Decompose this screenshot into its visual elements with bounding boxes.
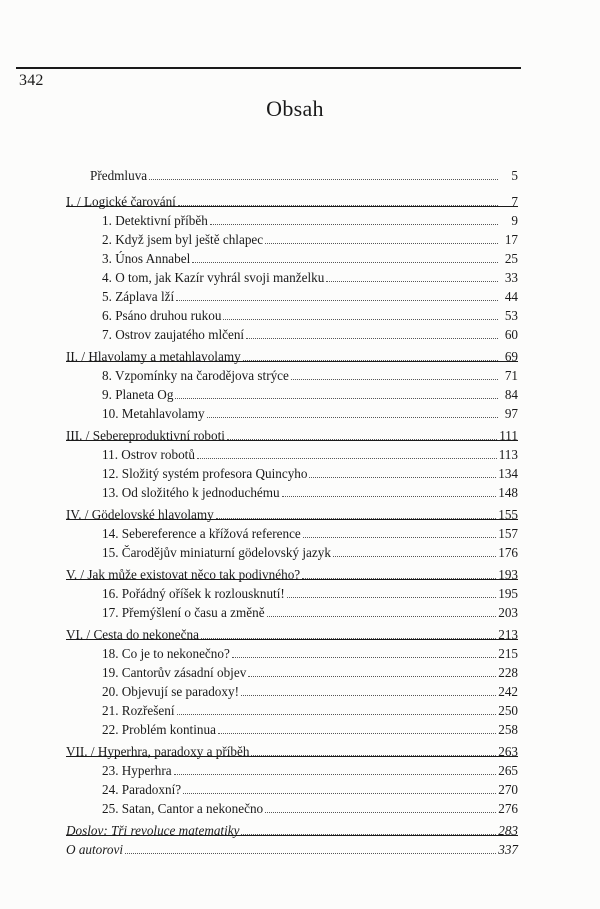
toc-entry [66,799,518,817]
toc-entry [66,230,518,248]
page-number: 342 [19,72,44,89]
toc-entry-page: 176 [498,545,518,560]
toc-entry [66,464,518,482]
toc-entry [66,663,518,681]
dot-leader [265,243,498,244]
toc-entry-title: 17. Přemýšlení o času a změně [102,605,265,620]
dot-leader [227,439,497,440]
toc-entry-title: 8. Vzpomínky na čarodějova strýce [102,368,289,383]
toc-entry [66,249,518,267]
toc-entry-title: 19. Cantorův zásadní objev [102,665,247,680]
toc-entry [66,644,518,662]
toc-entry-title: I. / Logické čarování [66,194,176,209]
dot-leader [177,714,497,715]
toc-entry [66,625,518,643]
dot-leader [282,496,497,497]
dot-leader [267,616,497,617]
dot-leader [246,338,498,339]
toc-entry [66,543,518,561]
toc-entry-title: 4. O tom, jak Kazír vyhrál svoji manželku [102,270,325,285]
dot-leader [241,834,496,835]
toc-entry-page: 148 [498,485,518,500]
dot-leader [333,556,496,557]
toc-entry [66,524,518,542]
toc-entry-page: 193 [498,567,518,582]
toc-entry-page: 250 [498,703,518,718]
toc-entry [66,192,518,210]
toc-entry [66,780,518,798]
toc-entry [66,483,518,501]
toc-entry-title: O autorovi [66,842,124,857]
dot-leader [223,319,498,320]
dot-leader [303,537,496,538]
toc-entry-page: 242 [498,684,518,699]
dot-leader [207,417,498,418]
toc-entry-title: 3. Únos Annabel [102,251,191,266]
toc-entry-page: 263 [498,744,518,759]
dot-leader [178,205,498,206]
toc-entry [66,505,518,523]
toc-entry-title: VII. / Hyperhra, paradoxy a příběh [66,744,250,759]
toc-entry-title: 7. Ostrov zaujatého mlčení [102,327,245,342]
dot-leader [232,657,496,658]
toc-entry-page: 283 [498,823,518,838]
toc-entry [66,742,518,760]
toc-entry [66,287,518,305]
dot-leader [265,812,496,813]
dot-leader [216,518,496,519]
dot-leader [326,281,498,282]
dot-leader [175,398,498,399]
toc-entry-title: Předmluva [90,168,148,183]
toc-entry-title: Doslov: Tři revoluce matematiky [66,823,240,838]
toc-entry-page: 17 [504,232,518,247]
dot-leader [201,638,496,639]
toc-entry-page: 60 [504,327,518,342]
toc-entry-page: 228 [498,665,518,680]
dot-leader [176,300,498,301]
toc-entry-page: 337 [498,842,518,857]
dot-leader [174,774,497,775]
toc-entry-page: 7 [511,194,518,209]
toc-entry-page: 203 [498,605,518,620]
toc-entry [66,761,518,779]
toc-entry [66,603,518,621]
toc-entry [66,720,518,738]
toc-entry [66,385,518,403]
toc-entry-page: 113 [498,447,518,462]
toc-entry [66,211,518,229]
dot-leader [197,458,497,459]
toc-entry [66,701,518,719]
toc-entry-title: 1. Detektivní příběh [102,213,208,228]
toc-entry-page: 9 [511,213,518,228]
top-rule [16,67,521,69]
toc-entry-title: VI. / Cesta do nekonečna [66,627,199,642]
toc-entry [66,347,518,365]
dot-leader [248,676,496,677]
dot-leader [218,733,496,734]
toc-entry-title: 18. Co je to nekonečno? [102,646,230,661]
toc-entry-page: 97 [504,406,518,421]
dot-leader [241,695,496,696]
toc-entry-title: 25. Satan, Cantor a nekonečno [102,801,264,816]
dot-leader [291,379,498,380]
toc-entry [66,325,518,343]
toc-entry [66,268,518,286]
toc-entry [66,840,518,858]
toc-entry-page: 33 [504,270,518,285]
toc-entry-page: 69 [504,349,518,364]
toc-entry-title: III. / Sebereproduktivní roboti [66,428,225,443]
toc-entry-title: 10. Metahlavolamy [102,406,205,421]
page-title: Obsah [266,96,324,121]
toc-entry-title: 5. Záplava lží [102,289,175,304]
dot-leader [243,360,498,361]
toc-entry-title: 24. Paradoxní? [102,782,182,797]
toc-entry-page: 111 [499,428,518,443]
toc-entry-title: IV. / Gödelovské hlavolamy [66,507,214,522]
toc-entry-page: 157 [498,526,518,541]
toc-entry-title: 12. Složitý systém profesora Quincyho [102,466,308,481]
dot-leader [192,262,498,263]
dot-leader [302,578,496,579]
toc-entry-page: 44 [504,289,518,304]
toc-entry-title: II. / Hlavolamy a metahlavolamy [66,349,241,364]
toc-entry-page: 265 [498,763,518,778]
toc-entry [66,682,518,700]
toc-entry-page: 270 [498,782,518,797]
toc-entry-page: 155 [498,507,518,522]
toc-entry-title: V. / Jak může existovat něco tak podivného? [66,567,301,582]
dot-leader [125,853,496,854]
toc-entry-page: 215 [498,646,518,661]
toc-entry-title: 9. Planeta Og [102,387,174,402]
toc-entry-title: 6. Psáno druhou rukou [102,308,222,323]
toc-entry-title: 22. Problém kontinua [102,722,216,737]
toc-entry [66,366,518,384]
toc-entry [66,404,518,422]
dot-leader [210,224,498,225]
toc-entry-title: 2. Když jsem byl ještě chlapec [102,232,264,247]
toc-entry-title: 21. Rozřešení [102,703,175,718]
toc-entry-title: 20. Objevují se paradoxy! [102,684,239,699]
toc-entry-page: 258 [498,722,518,737]
toc-entry-page: 213 [498,627,518,642]
dot-leader [309,477,496,478]
toc-entry [66,426,518,444]
dot-leader [149,179,498,180]
toc-entry [66,584,518,602]
toc-entry [66,565,518,583]
toc-entry-page: 25 [504,251,518,266]
toc-entry-title: 16. Pořádný oříšek k rozlousknutí! [102,586,285,601]
dot-leader [287,597,496,598]
dot-leader [251,755,496,756]
toc-entry [66,445,518,463]
toc-entry-page: 53 [504,308,518,323]
toc-entry-page: 195 [498,586,518,601]
toc-entry [66,166,518,184]
dot-leader [183,793,496,794]
toc-entry-title: 15. Čarodějův miniaturní gödelovský jazyk [102,545,331,560]
toc-entry [66,306,518,324]
toc-entry-page: 134 [498,466,518,481]
toc-entry-title: 14. Sebereference a křížová reference [102,526,301,541]
toc-entry-page: 5 [511,168,518,183]
toc-entry-title: 23. Hyperhra [102,763,172,778]
toc-entry-title: 11. Ostrov robotů [102,447,195,462]
toc-entry-title: 13. Od složitého k jednoduchému [102,485,280,500]
toc-entry-page: 276 [498,801,518,816]
toc-entry-page: 71 [504,368,518,383]
toc-entry-page: 84 [504,387,518,402]
toc-entry [66,821,518,839]
